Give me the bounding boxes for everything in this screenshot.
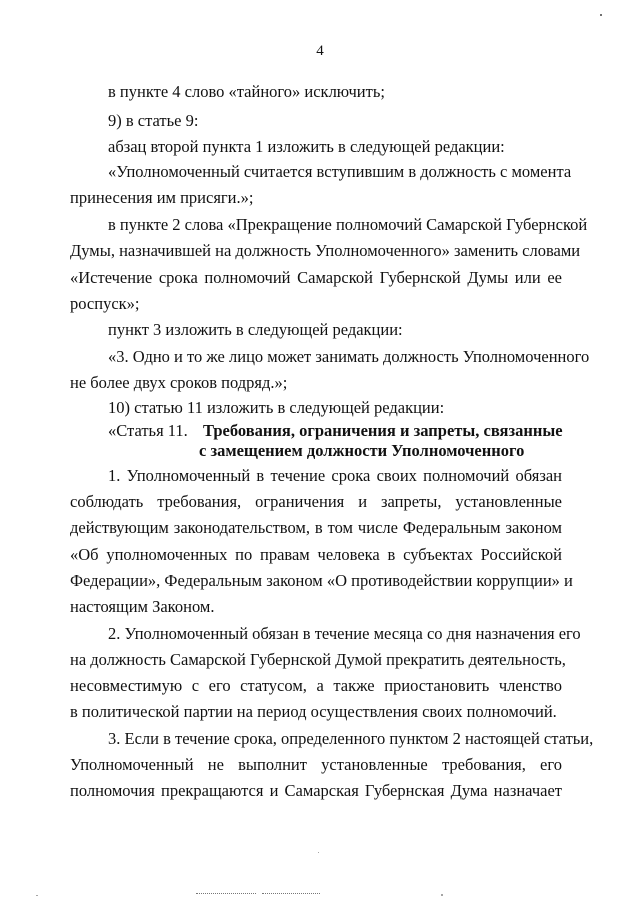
article-heading [108, 421, 563, 441]
text-line: не более двух сроков подряд.»; [70, 373, 288, 392]
text-line: на должность Самарской Губернской Думой прекратить деятельность, [70, 650, 566, 669]
text-line: 1. Уполномоченный в течение срока своих полномочий обязан [108, 466, 562, 485]
text-line: Федерации», Федеральным законом «О противодействии коррупции» и [70, 571, 573, 590]
page-number: 4 [316, 43, 324, 59]
text-line: в пункте 4 слово «тайного» исключить; [108, 82, 385, 101]
text-line: действующим законодательством, в том числе Федеральным законом [70, 518, 562, 537]
text-line: пункт 3 изложить в следующей редакции: [108, 320, 403, 339]
scan-speck [600, 14, 602, 16]
text-line: «3. Одно и то же лицо может занимать должность Уполномоченного [108, 347, 590, 366]
scan-speck [318, 852, 319, 853]
text-line: 2. Уполномоченный обязан в течение месяца со дня назначения его [108, 624, 581, 643]
article-title-continuation: с замещением должности Уполномоченного [199, 441, 525, 460]
text-line: 3. Если в течение срока, определенного пунктом 2 настоящей статьи, [108, 729, 594, 748]
list-item-10: 10) статью 11 изложить в следующей редакции: [108, 398, 445, 417]
text-line: абзац второй пункта 1 изложить в следующей редакции: [108, 137, 505, 156]
text-line: роспуск»; [70, 294, 140, 313]
text-line: «Истечение срока полномочий Самарской Губернской Думы или ее [70, 268, 562, 287]
list-item-9: 9) в статье 9: [108, 111, 199, 130]
scan-speck [441, 894, 443, 896]
text-line: полномочия прекращаются и Самарская Губернская Дума назначает [70, 781, 562, 800]
article-number: «Статья 11. [108, 421, 188, 440]
scan-speck [36, 895, 38, 896]
text-line: «Об уполномоченных по правам человека в субъектах Российской [70, 545, 562, 564]
text-line: настоящим Законом. [70, 597, 215, 616]
text-line: принесения им присяги.»; [70, 188, 254, 207]
text-line: несовместимую с его статусом, а также приостановить членство [70, 676, 562, 695]
scan-artifact [262, 893, 320, 895]
text-line: в политической партии на период осуществления своих полномочий. [70, 702, 557, 721]
text-line: Уполномоченный не выполнит установленные требования, его [70, 755, 562, 774]
text-line: соблюдать требования, ограничения и запреты, установленные [70, 492, 562, 511]
text-line: «Уполномоченный считается вступившим в должность с момента [108, 162, 572, 181]
text-line: Думы, назначившей на должность Уполномоченного» заменить словами [70, 241, 581, 260]
article-title: Требования, ограничения и запреты, связанные [203, 421, 563, 440]
scan-artifact [196, 893, 256, 895]
text-line: в пункте 2 слова «Прекращение полномочий Самарской Губернской [108, 215, 588, 234]
